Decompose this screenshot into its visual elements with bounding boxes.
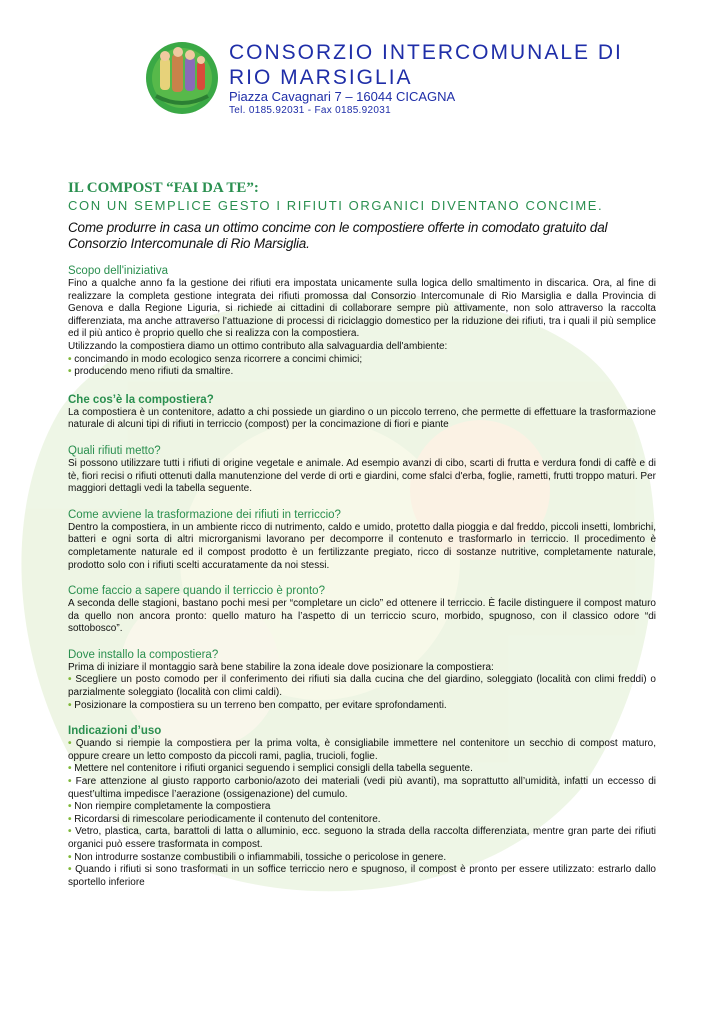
paragraph: Si possono utilizzare tutti i rifiuti di origine vegetale e animale. Ad esempio avanzi di cibo, scarti di frutta e verdura fondi di caffè e di tè, fiori recisi o rifiuti ottenuti dalla manutenzione del verde di orti e giardini, come sfalci d'erba, foglie, rametti, frutti troppo maturi. Per maggiori dettagli vedi la tabella seguente. [68,457,656,495]
section-title: Che cos’è la compostiera? [68,393,214,406]
document-subtitle: CON UN SEMPLICE GESTO I RIFIUTI ORGANICI DIVENTANO CONCIME. [68,198,604,213]
section-title: Indicazioni d’uso [68,725,162,738]
paragraph: La compostiera è un contenitore, adatto a chi possiede un giardino o un piccolo terreno, che permette di effettuare la trasformazione naturale di alcuni tipi di rifiuti in terriccio (compost) per la concimazione di fiori e piante [68,406,656,431]
section-quali-rifiuti [68,444,656,496]
contacts: Tel. 0185.92031 - Fax 0185.92031 [229,105,391,116]
paragraph: A seconda delle stagioni, bastano pochi mesi per “completare un ciclo” ed ottenere il terriccio. È facile distinguere il compost maturo da quello non ancora pronto: quello maturo ha l’aspetto di un terriccio scuro, morbido, spugnoso, con il classico odore “di sottobosco”. [68,598,656,635]
bullet-item: • Quando i rifiuti si sono trasformati in un soffice terriccio nero e spugnoso, il compost è pronto per essere utilizzato: estrarlo dallo sportello inferiore [68,864,656,889]
section-scopo [68,264,656,379]
section-dove-installo [68,648,656,712]
section-title: Dove installo la compostiera? [68,648,219,661]
bullet-item: • Posizionare la compostiera su un terreno ben compatto, per evitare sprofondamenti. [68,700,656,713]
consortium-name: CONSORZIO INTERCOMUNALE DI RIO MARSIGLIA [229,41,623,89]
bullet-item: • Non introdurre sostanze combustibili o infiammabili, tossiche o pericolose in genere. [68,852,656,865]
bullet-item: • producendo meno rifiuti da smaltire. [68,366,656,379]
address: Piazza Cavagnari 7 – 16044 CICAGNA [229,89,456,104]
section-trasformazione [68,508,656,572]
section-terriccio-pronto [68,584,656,636]
bullet-item: • Vetro, plastica, carta, barattoli di latta o alluminio, ecc. seguono la strada della raccolta differenziata, mentre gran parte dei rifiuti organici può essere trasformata in compost. [68,826,656,851]
paragraph: Prima di iniziare il montaggio sarà bene stabilire la zona ideale dove posizionare la compostiera: [68,661,494,673]
document-title: IL COMPOST “FAI DA TE”: [68,180,259,196]
section-title: Come faccio a sapere quando il terriccio è pronto? [68,585,325,598]
bullet-item: • Scegliere un posto comodo per il conferimento dei rifiuti sia dalla cucina che del giardino, soleggiato (località con climi freddi) o parzialmente soleggiato (località con climi caldi). [68,674,656,699]
paragraph: Dentro la compostiera, in un ambiente ricco di nutrimento, caldo e umido, protetto dalla pioggia e dal freddo, piccoli insetti, lombrichi, batteri e ogni sorta di altri microrganismi lavorano per decomporre il contenuto e trasformarlo in terriccio. Il procedimento è completamente naturale ed il compost prodotto è un fertilizzante pregiato, ricco di sostanze nutritive, completamente naturale, prodotto solo con i rifiuti scelti accuratamente da noi stessi. [68,521,656,571]
bullet-item: • Mettere nel contenitore i rifiuti organici seguendo i semplici consigli della tabella seguente. [68,763,656,776]
paragraph: Fino a qualche anno fa la gestione dei rifiuti era impostata unicamente sulla logica dello smaltimento in discarica. Ora, al fine di realizzare la completa gestione integrata dei rifiuti promossa dal Consorzio Intercomunale di Rio Marsiglia e dalla Provincia di Genova e dalla Regione Liguria, si richiede ai cittadini di collaborare sempre più attivamente, non solo attraverso la raccolta differenziata, ma anche attraverso l’attuazione di processi di riciclaggio domestico per la riduzione dei rifiuti, tra i quali il più semplice ed il più antico è proprio quello che si realizza con la compostiera. [68,278,656,340]
section-indicazioni-uso [68,724,656,889]
bullet-item: • Quando si riempie la compostiera per la prima volta, è consigliabile immettere nel contenitore un secchio di compost maturo, oppure creare un letto composto da piccoli rami, paglia, trucioli, foglie. [68,738,656,763]
section-cose-compostiera [68,393,656,432]
bullet-item: • Fare attenzione al giusto rapporto carbonio/azoto dei materiali (vedi più avanti), ma soprattutto all’umidità, infatti un eccesso di quest’ultima impedisce l’aerazione (ossigenazione) del cumulo. [68,776,656,801]
section-title: Quali rifiuti metto? [68,444,161,457]
bullet-item: • Non riempire completamente la compostiera [68,801,656,814]
section-title: Scopo dell'iniziativa [68,265,169,277]
bullet-item: • concimando in modo ecologico senza ricorrere a concimi chimici; [68,354,656,367]
consortium-logo [144,40,220,116]
section-title: Come avviene la trasformazione dei rifiuti in terriccio? [68,508,341,521]
document-body [68,180,656,889]
paragraph: Utilizzando la compostiera diamo un ottimo contributo alla salvaguardia dell'ambiente: [68,340,448,352]
document-intro: Come produrre in casa un ottimo concime con le compostiere offerte in comodato gratuito dal Consorzio Intercomunale di Rio Marsiglia. [68,220,608,251]
bullet-item: • Ricordarsi di rimescolare periodicamente il contenuto del contenitore. [68,814,656,827]
